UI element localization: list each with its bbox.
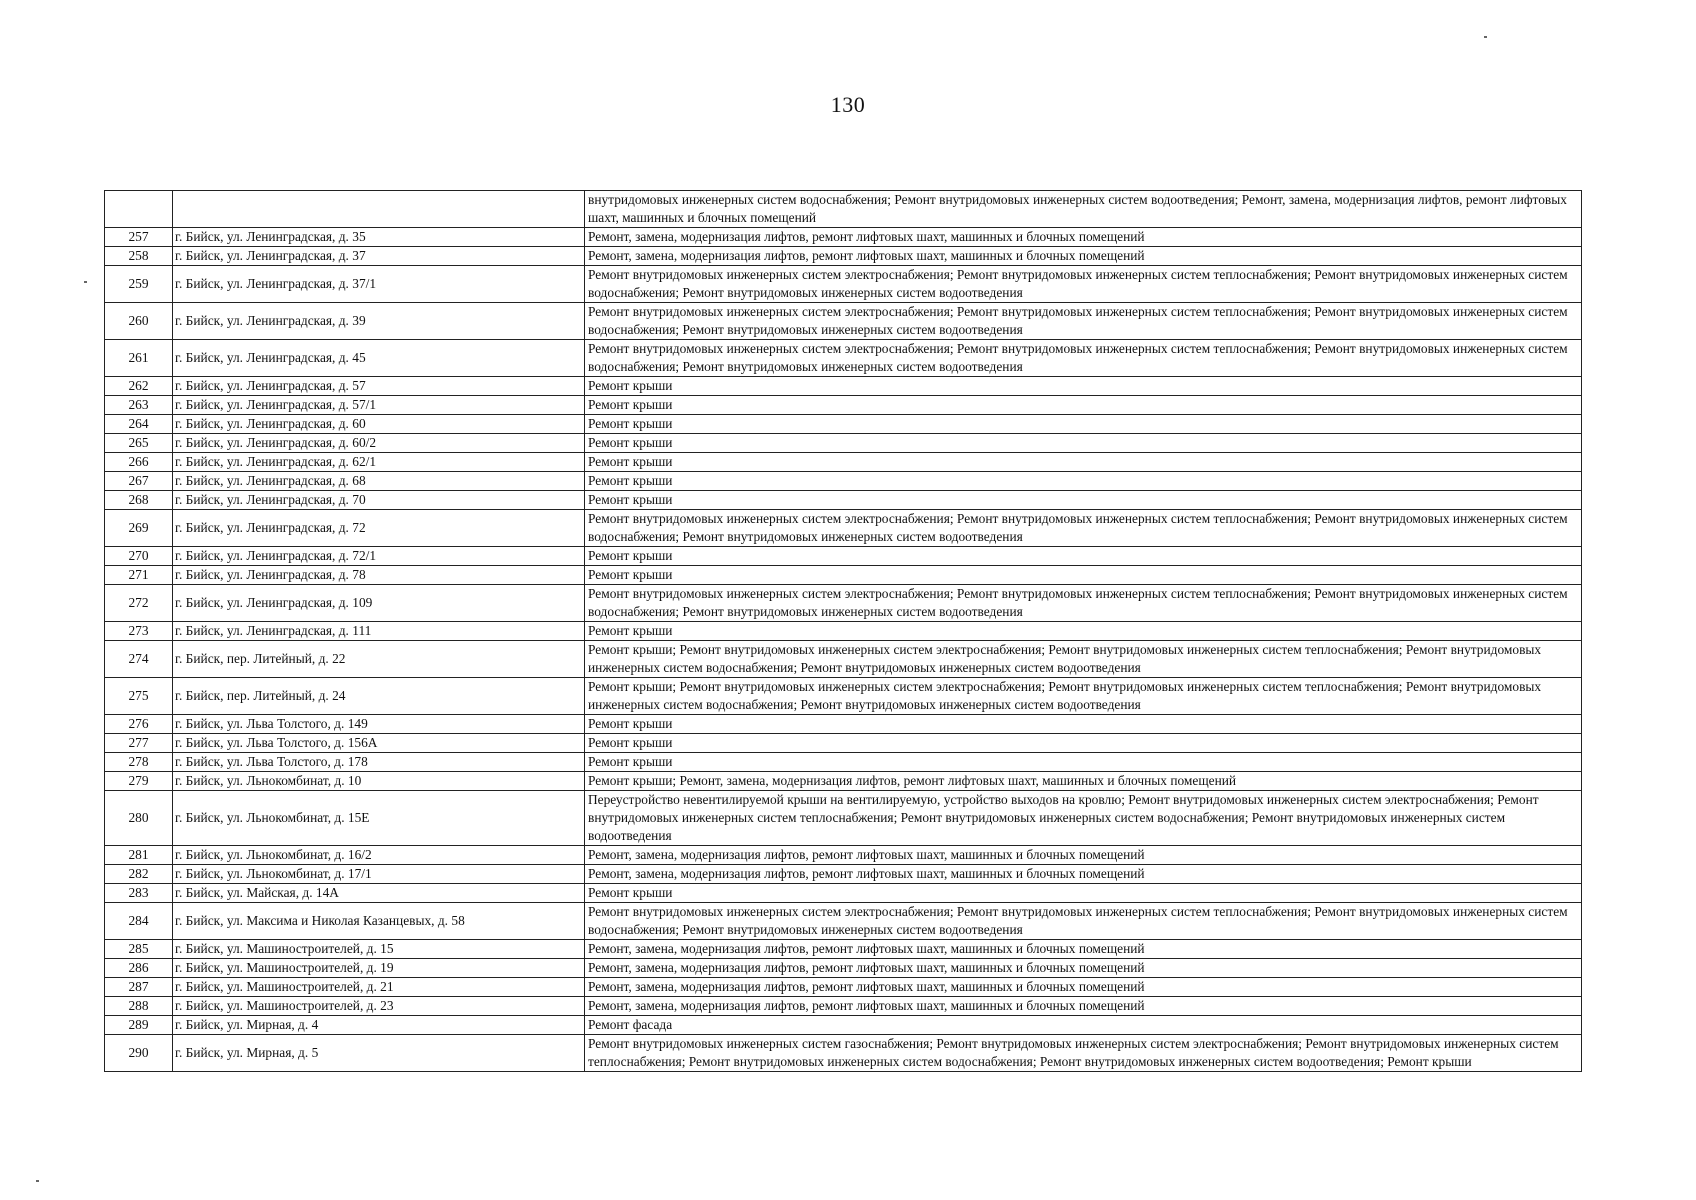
row-work-type: Ремонт, замена, модернизация лифтов, ремонт лифтовых шахт, машинных и блочных помещений bbox=[585, 940, 1582, 959]
row-address: г. Бийск, ул. Ленинградская, д. 68 bbox=[173, 472, 585, 491]
table-row bbox=[105, 191, 1582, 228]
row-work-type: Ремонт внутридомовых инженерных систем электроснабжения; Ремонт внутридомовых инженерных систем теплоснабжения; Ремонт внутридомовых инженерных систем водоснабжения; Ремонт внутридомовых инженерных систем водоотведения bbox=[585, 585, 1582, 622]
row-work-type: Ремонт, замена, модернизация лифтов, ремонт лифтовых шахт, машинных и блочных помещений bbox=[585, 865, 1582, 884]
row-number: 261 bbox=[105, 340, 173, 377]
row-address: г. Бийск, ул. Ленинградская, д. 111 bbox=[173, 622, 585, 641]
row-number: 258 bbox=[105, 247, 173, 266]
row-number: 262 bbox=[105, 377, 173, 396]
row-address: г. Бийск, ул. Машиностроителей, д. 23 bbox=[173, 997, 585, 1016]
row-number: 269 bbox=[105, 510, 173, 547]
row-address: г. Бийск, ул. Машиностроителей, д. 19 bbox=[173, 959, 585, 978]
row-address: г. Бийск, ул. Ленинградская, д. 57/1 bbox=[173, 396, 585, 415]
row-number: 257 bbox=[105, 228, 173, 247]
table-row bbox=[105, 641, 1582, 678]
row-number: 281 bbox=[105, 846, 173, 865]
row-work-type: Ремонт, замена, модернизация лифтов, ремонт лифтовых шахт, машинных и блочных помещений bbox=[585, 978, 1582, 997]
table-row bbox=[105, 1016, 1582, 1035]
table-row bbox=[105, 547, 1582, 566]
table-row bbox=[105, 846, 1582, 865]
row-number: 271 bbox=[105, 566, 173, 585]
row-work-type: Ремонт крыши bbox=[585, 472, 1582, 491]
row-address: г. Бийск, ул. Льнокомбинат, д. 16/2 bbox=[173, 846, 585, 865]
row-work-type: Ремонт, замена, модернизация лифтов, ремонт лифтовых шахт, машинных и блочных помещений bbox=[585, 959, 1582, 978]
row-work-type: Ремонт крыши bbox=[585, 566, 1582, 585]
table-row bbox=[105, 678, 1582, 715]
row-number: 280 bbox=[105, 791, 173, 846]
row-address: г. Бийск, ул. Ленинградская, д. 62/1 bbox=[173, 453, 585, 472]
row-work-type: Ремонт крыши bbox=[585, 415, 1582, 434]
row-work-type: Ремонт крыши; Ремонт, замена, модернизация лифтов, ремонт лифтовых шахт, машинных и блочных помещений bbox=[585, 772, 1582, 791]
row-number: 277 bbox=[105, 734, 173, 753]
row-address: г. Бийск, ул. Ленинградская, д. 37/1 bbox=[173, 266, 585, 303]
row-address: г. Бийск, ул. Ленинградская, д. 78 bbox=[173, 566, 585, 585]
table-row bbox=[105, 772, 1582, 791]
row-work-type: Ремонт, замена, модернизация лифтов, ремонт лифтовых шахт, машинных и блочных помещений bbox=[585, 228, 1582, 247]
row-address: г. Бийск, ул. Ленинградская, д. 70 bbox=[173, 491, 585, 510]
table-row bbox=[105, 585, 1582, 622]
row-address: г. Бийск, ул. Ленинградская, д. 35 bbox=[173, 228, 585, 247]
row-number: 274 bbox=[105, 641, 173, 678]
row-work-type: Ремонт, замена, модернизация лифтов, ремонт лифтовых шахт, машинных и блочных помещений bbox=[585, 846, 1582, 865]
table-row bbox=[105, 865, 1582, 884]
table-row bbox=[105, 396, 1582, 415]
row-work-type: внутридомовых инженерных систем водоснабжения; Ремонт внутридомовых инженерных систем водоотведения; Ремонт, замена, модернизация лифтов, ремонт лифтовых шахт, машинных и блочных помещений bbox=[585, 191, 1582, 228]
row-work-type: Ремонт внутридомовых инженерных систем электроснабжения; Ремонт внутридомовых инженерных систем теплоснабжения; Ремонт внутридомовых инженерных систем водоснабжения; Ремонт внутридомовых инженерных систем водоотведения bbox=[585, 903, 1582, 940]
table-body bbox=[105, 191, 1582, 1072]
row-address: г. Бийск, ул. Ленинградская, д. 72/1 bbox=[173, 547, 585, 566]
row-address: г. Бийск, ул. Мирная, д. 5 bbox=[173, 1035, 585, 1072]
row-address: г. Бийск, ул. Ленинградская, д. 60/2 bbox=[173, 434, 585, 453]
row-work-type: Ремонт крыши bbox=[585, 753, 1582, 772]
row-address: г. Бийск, ул. Максима и Николая Казанцевых, д. 58 bbox=[173, 903, 585, 940]
table-row bbox=[105, 434, 1582, 453]
table-row bbox=[105, 753, 1582, 772]
row-work-type: Ремонт внутридомовых инженерных систем электроснабжения; Ремонт внутридомовых инженерных систем теплоснабжения; Ремонт внутридомовых инженерных систем водоснабжения; Ремонт внутридомовых инженерных систем водоотведения bbox=[585, 266, 1582, 303]
row-address bbox=[173, 191, 585, 228]
scan-speck bbox=[36, 1180, 39, 1182]
row-work-type: Ремонт крыши; Ремонт внутридомовых инженерных систем электроснабжения; Ремонт внутридомовых инженерных систем теплоснабжения; Ремонт внутридомовых инженерных систем водоснабжения; Ремонт внутридомовых инженерных систем водоотведения bbox=[585, 641, 1582, 678]
table-row bbox=[105, 266, 1582, 303]
table-row bbox=[105, 715, 1582, 734]
row-work-type: Ремонт крыши; Ремонт внутридомовых инженерных систем электроснабжения; Ремонт внутридомовых инженерных систем теплоснабжения; Ремонт внутридомовых инженерных систем водоснабжения; Ремонт внутридомовых инженерных систем водоотведения bbox=[585, 678, 1582, 715]
row-work-type: Ремонт фасада bbox=[585, 1016, 1582, 1035]
row-number: 287 bbox=[105, 978, 173, 997]
row-work-type: Ремонт внутридомовых инженерных систем электроснабжения; Ремонт внутридомовых инженерных систем теплоснабжения; Ремонт внутридомовых инженерных систем водоснабжения; Ремонт внутридомовых инженерных систем водоотведения bbox=[585, 303, 1582, 340]
row-work-type: Ремонт крыши bbox=[585, 547, 1582, 566]
row-work-type: Ремонт крыши bbox=[585, 715, 1582, 734]
row-address: г. Бийск, ул. Льнокомбинат, д. 17/1 bbox=[173, 865, 585, 884]
table-row bbox=[105, 453, 1582, 472]
repair-program-table bbox=[104, 190, 1582, 1072]
row-number bbox=[105, 191, 173, 228]
row-number: 285 bbox=[105, 940, 173, 959]
row-number: 268 bbox=[105, 491, 173, 510]
row-number: 284 bbox=[105, 903, 173, 940]
table-row bbox=[105, 622, 1582, 641]
row-address: г. Бийск, ул. Ленинградская, д. 57 bbox=[173, 377, 585, 396]
row-number: 286 bbox=[105, 959, 173, 978]
row-number: 283 bbox=[105, 884, 173, 903]
row-address: г. Бийск, ул. Ленинградская, д. 109 bbox=[173, 585, 585, 622]
table-row bbox=[105, 472, 1582, 491]
scan-speck bbox=[1484, 36, 1487, 38]
row-number: 270 bbox=[105, 547, 173, 566]
table-row bbox=[105, 734, 1582, 753]
row-address: г. Бийск, ул. Льнокомбинат, д. 15Е bbox=[173, 791, 585, 846]
table-row bbox=[105, 491, 1582, 510]
table-row bbox=[105, 959, 1582, 978]
table-row bbox=[105, 303, 1582, 340]
table-row bbox=[105, 903, 1582, 940]
table-row bbox=[105, 510, 1582, 547]
row-work-type: Ремонт внутридомовых инженерных систем газоснабжения; Ремонт внутридомовых инженерных систем электроснабжения; Ремонт внутридомовых инженерных систем теплоснабжения; Ремонт внутридомовых инженерных систем водоснабжения; Ремонт внутридомовых инженерных систем водоотведения; Ремонт крыши bbox=[585, 1035, 1582, 1072]
row-work-type: Ремонт крыши bbox=[585, 377, 1582, 396]
row-address: г. Бийск, пер. Литейный, д. 22 bbox=[173, 641, 585, 678]
row-work-type: Ремонт внутридомовых инженерных систем электроснабжения; Ремонт внутридомовых инженерных систем теплоснабжения; Ремонт внутридомовых инженерных систем водоснабжения; Ремонт внутридомовых инженерных систем водоотведения bbox=[585, 510, 1582, 547]
row-number: 278 bbox=[105, 753, 173, 772]
row-number: 263 bbox=[105, 396, 173, 415]
row-work-type: Ремонт крыши bbox=[585, 434, 1582, 453]
row-work-type: Переустройство невентилируемой крыши на вентилируемую, устройство выходов на кровлю; Ремонт внутридомовых инженерных систем электроснабжения; Ремонт внутридомовых инженерных систем теплоснабжения; Ремонт внутридомовых инженерных систем водоснабжения; Ремонт внутридомовых инженерных систем водоотведения bbox=[585, 791, 1582, 846]
table-row bbox=[105, 566, 1582, 585]
row-number: 264 bbox=[105, 415, 173, 434]
scan-speck bbox=[84, 281, 87, 283]
row-number: 289 bbox=[105, 1016, 173, 1035]
row-address: г. Бийск, ул. Льва Толстого, д. 156А bbox=[173, 734, 585, 753]
row-work-type: Ремонт внутридомовых инженерных систем электроснабжения; Ремонт внутридомовых инженерных систем теплоснабжения; Ремонт внутридомовых инженерных систем водоснабжения; Ремонт внутридомовых инженерных систем водоотведения bbox=[585, 340, 1582, 377]
row-address: г. Бийск, ул. Машиностроителей, д. 21 bbox=[173, 978, 585, 997]
table-row bbox=[105, 997, 1582, 1016]
row-work-type: Ремонт крыши bbox=[585, 884, 1582, 903]
row-address: г. Бийск, ул. Ленинградская, д. 60 bbox=[173, 415, 585, 434]
row-address: г. Бийск, пер. Литейный, д. 24 bbox=[173, 678, 585, 715]
row-work-type: Ремонт крыши bbox=[585, 396, 1582, 415]
page-number: 130 bbox=[830, 92, 866, 117]
row-work-type: Ремонт, замена, модернизация лифтов, ремонт лифтовых шахт, машинных и блочных помещений bbox=[585, 997, 1582, 1016]
row-address: г. Бийск, ул. Льнокомбинат, д. 10 bbox=[173, 772, 585, 791]
row-number: 290 bbox=[105, 1035, 173, 1072]
row-address: г. Бийск, ул. Льва Толстого, д. 178 bbox=[173, 753, 585, 772]
table-row bbox=[105, 884, 1582, 903]
table-row bbox=[105, 1035, 1582, 1072]
row-address: г. Бийск, ул. Льва Толстого, д. 149 bbox=[173, 715, 585, 734]
row-work-type: Ремонт крыши bbox=[585, 622, 1582, 641]
row-number: 267 bbox=[105, 472, 173, 491]
row-address: г. Бийск, ул. Ленинградская, д. 37 bbox=[173, 247, 585, 266]
row-number: 282 bbox=[105, 865, 173, 884]
table-row bbox=[105, 228, 1582, 247]
row-address: г. Бийск, ул. Ленинградская, д. 39 bbox=[173, 303, 585, 340]
row-address: г. Бийск, ул. Ленинградская, д. 72 bbox=[173, 510, 585, 547]
row-work-type: Ремонт, замена, модернизация лифтов, ремонт лифтовых шахт, машинных и блочных помещений bbox=[585, 247, 1582, 266]
table-row bbox=[105, 377, 1582, 396]
table-row bbox=[105, 340, 1582, 377]
row-number: 288 bbox=[105, 997, 173, 1016]
table-row bbox=[105, 940, 1582, 959]
row-number: 273 bbox=[105, 622, 173, 641]
table-row bbox=[105, 247, 1582, 266]
row-work-type: Ремонт крыши bbox=[585, 734, 1582, 753]
row-number: 260 bbox=[105, 303, 173, 340]
row-number: 265 bbox=[105, 434, 173, 453]
table-row bbox=[105, 978, 1582, 997]
table-row bbox=[105, 791, 1582, 846]
row-work-type: Ремонт крыши bbox=[585, 491, 1582, 510]
row-number: 276 bbox=[105, 715, 173, 734]
row-number: 272 bbox=[105, 585, 173, 622]
row-address: г. Бийск, ул. Мирная, д. 4 bbox=[173, 1016, 585, 1035]
row-number: 266 bbox=[105, 453, 173, 472]
row-address: г. Бийск, ул. Машиностроителей, д. 15 bbox=[173, 940, 585, 959]
row-number: 279 bbox=[105, 772, 173, 791]
row-work-type: Ремонт крыши bbox=[585, 453, 1582, 472]
row-address: г. Бийск, ул. Ленинградская, д. 45 bbox=[173, 340, 585, 377]
row-address: г. Бийск, ул. Майская, д. 14А bbox=[173, 884, 585, 903]
table-row bbox=[105, 415, 1582, 434]
row-number: 275 bbox=[105, 678, 173, 715]
row-number: 259 bbox=[105, 266, 173, 303]
